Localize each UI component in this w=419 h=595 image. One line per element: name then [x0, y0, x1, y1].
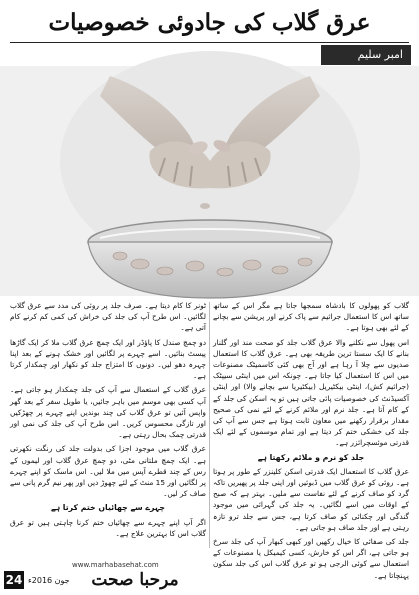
article-photo: [0, 66, 419, 296]
article-column-left: [10, 300, 206, 538]
body-paragraph: اس پھول سے نکلنے والا عرق گلاب جلد کو صحت مند اور گلنار بنانے کا ایک سستا ترین طریقہ بھی ہے۔ عرق گلاب کا استعمال صدیوں سے چلا آ رہا ہے اور آج بھی کئی کاسمیٹک مصنوعات میں اس کا استعمال کیا جاتا ہے۔ چونکہ اس میں اینٹی سیپٹک (جراثیم کش)، اینٹی بیکٹیریل (بیکٹیریا سے بچانے والا) اور اینٹی آکسیڈنٹ کی خصوصیات پائی جاتی ہیں تو یہ اسکن کی جلد کے کے کام آتا ہے۔ جلد نرم اور ملائم کرنے کے لئے نمی کی صحیح مقدار برقرار رکھنے میں معاون ثابت ہوتا ہے جس سے آپ کی جلد کی خشکی ختم کر دیتا ہے اور تمام موسموں کے لئے ایک قدرتی موئسچرائزر ہے۔: [213, 337, 409, 448]
page-footer: [0, 561, 419, 595]
issue-date: جون 2016ء: [28, 576, 70, 585]
article-column-right: [213, 300, 409, 580]
author-byline: امبر سلیم: [321, 45, 411, 65]
body-paragraph: ٹونر کا کام دیتا ہے۔ صرف جلد پر روئی کی مدد سے عرق گلاب لگائیں۔ اس طرح آپ کی جلد کی خراش کی کمی کم کرنے کام آتی ہے۔: [10, 301, 206, 333]
body-paragraph: جلد کی صفائی کا خیال رکھیں اور کبھی کبھار آپ کی جلد سرخ ہو جاتی ہے، اگر اس کو خارش، کسی کیمیکل یا مصنوعات کے استعمال سے کوئی الرجی ہو تو عرق گلاب اس کی جلد سکون پہنچاتا ہے۔: [213, 537, 409, 580]
body-paragraph: اگر آپ اپنے چہرے سے چھائیاں ختم کرنا چاہتی ہیں تو عرق گلاب اس کا بہترین علاج ہے۔: [10, 517, 206, 538]
article-title: عرق گلاب کی جادوئی خصوصیات: [48, 9, 371, 36]
body-paragraph: دو چمچ صندل کا پاؤڈر اور ایک چمچ عرق گلاب ملا کر ایک گاڑھا پیسٹ بنائیں۔ اسے چہرے پر لگائیں اور خشک ہونے کے بعد اپنا چہرہ دھو لیں۔ دونوں کا امتزاج جلد کو نکھار اور چمکدار کرتا ہے۔: [10, 337, 206, 381]
body-paragraph: گلاب کو پھولوں کا بادشاہ سمجھا جاتا ہے مگر اس کے ساتھ ساتھ اس کا استعمال جراثیم سے پاک کرنے اور پریشن سے بچانے کے لئے بھی ہوتا ہے۔: [213, 301, 409, 333]
body-paragraph: عرق گلاب کا استعمال ایک قدرتی اسکن کلینزر کے طور پر ہوتا ہے۔ روئی کو عرق گلاب میں ڈبوئیں اور اپنی جلد پر پھیریں تاکہ گرد کو صاف کرنے کے لئے نفاست سے ملیں۔ بہتر ہے کہ صبح کے اوقات میں اسے لگائیں۔ یہ جلد کی گہرائی میں موجود گندگی اور چکنائی کو صاف کرتا ہے، جس سے جلد ترو تازہ رہتی ہے اور جلد صاف ہو جاتی ہے۔: [213, 466, 409, 532]
hands-rose-bowl-illustration: [0, 66, 419, 296]
section-subheading: جلد کو نرم و ملائم رکھتا ہے: [257, 452, 365, 462]
website-url[interactable]: www.marhabasehat.com: [72, 561, 159, 569]
body-paragraph: عرق گلاب میں موجود اجزا کی بدولت جلد کی رنگت نکھرتی ہے۔ ایک چمچ ملتانی مٹی، دو چمچ عرق گلاب اور لیموں کے رس کے چند قطرے آپس میں ملا لیں۔ اس ماسک کو اپنے چہرے پر لگائیں اور 15 منٹ کے لئے چھوڑ دیں اور پھر نیم گرم پانی سے صاف کر لیں۔: [10, 444, 206, 499]
body-paragraph: عرق گلاب کے استعمال سے آپ کی جلد چمکدار ہو جاتی ہے۔ آپ کسی بھی موسم میں باہر جائیں، یا طویل سفر کے بعد گھر واپس آئیں تو عرق گلاب کی چند بوندیں اپنے چہرے پر چھڑکیں اور تازگی محسوس کریں۔ اس طرح آپ کی جلد کی نمی اور قدرتی چمک بحال رہتی ہے۔: [10, 385, 206, 440]
column-divider: [209, 302, 210, 548]
page-number: 24: [5, 573, 23, 587]
section-subheading: چہرے سے چھائیاں ختم کرتا ہے: [50, 503, 166, 513]
magazine-logo: مرحبا صحت: [91, 570, 179, 590]
title-divider: [10, 42, 409, 43]
